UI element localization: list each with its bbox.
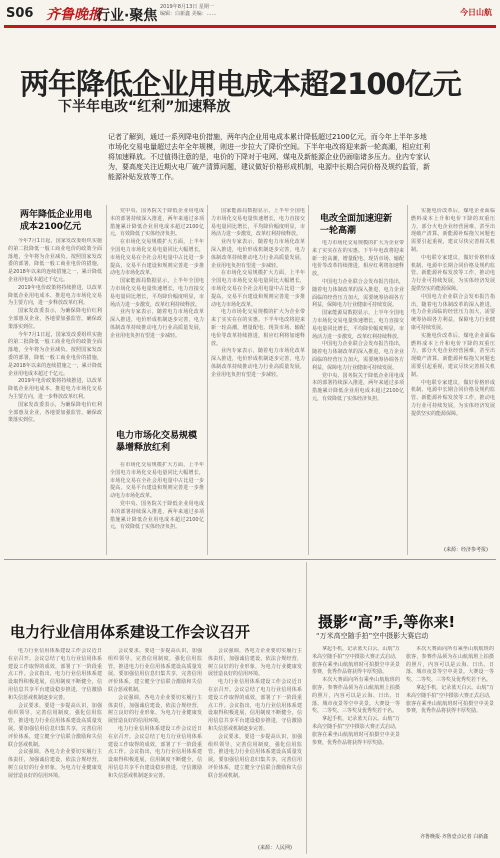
column-divider <box>308 205 309 555</box>
col3-paragraph: 国家能源局数据显示，上半年全国电力市场化交易电量快速增长，电力直接交易电量同比增长，平均降价幅度明显，市场活力进一步激发，改革红利持续释放。 <box>211 208 305 238</box>
col1-paragraph: 2019年电价政策将持续推进，以改革降低企业用电成本、推进电力市场化交易为主要方向，进一步释放改革红利。 <box>8 284 102 307</box>
column-divider <box>306 562 307 854</box>
main-credit: (来源：经济参考报) <box>444 547 488 553</box>
col4-heading: 电改全面加速迎新一轮高潮 <box>320 214 393 236</box>
col2-paragraph: 在市场化交易规模扩大方面，上半年全国电力市场化交易电量同比大幅增长，市场化交易在全社会用电量中占比进一步提高，交易平台建设和规则完善进一步推动电力市场化改革。 <box>110 462 204 500</box>
col5-paragraph: 实施电价改革后，煤电企业面临燃料成本上升和电价下降的双重压力，部分火电企业经营困难，甚至出现破产清算。新能源补贴拖欠问题也需要引起重视，建议尽快完善相关机制。 <box>411 332 495 378</box>
page-header <box>0 0 500 34</box>
column-divider <box>207 205 208 555</box>
article2-paragraph: 电力行业信用体系建设工作会议近日在京召开。会议总结了电力行业信用体系建设工作取得的成效，部署了下一阶段重点工作。会议指出，电力行业信用体系建设取得积极进展，信用制度不断健全，信用信息共享平台建设稳步推进，守信激励和失信惩戒机制逐步完善。 <box>208 679 302 732</box>
col3-body <box>211 208 305 556</box>
header-rule <box>4 25 496 28</box>
section-title: 行业·聚焦 <box>96 8 158 24</box>
page-number: S06 <box>6 6 34 21</box>
col1-heading: 两年降低企业用电成本2100亿元 <box>20 210 93 232</box>
article2-paragraph: 电力行业信用体系建设工作会议近日在京召开。会议总结了电力行业信用体系建设工作取得的成效，部署了下一阶段重点工作。会议指出，电力行业信用体系建设取得积极进展，信用制度不断健全，信用信息共享平台建设稳步推进，守信激励和失信惩戒机制逐步完善。 <box>108 725 202 779</box>
col1-paragraph: 今年7月1日起，国家发改委组织实施的第二批降低一般工商业电价的政策全面落地，全年将为企业减负。按照国家发改委的部署，降低一般工商业电价的措施，是2018年以来的连续措施之一，累计降低企业用电成本超过千亿元。 <box>8 238 102 283</box>
section-divider <box>4 559 496 560</box>
main-lead: 记者了解到，通过一系列降电价措施，两年内企业用电成本累计降低超过2100亿元，而今年上半年多地市场化交易电量超过去年全年规模，则进一步拉大了降价空间。下半年电改将迎来新一轮高潮，相应红利将加速释放。不过值得注意的是，电价的下降对于电网、煤电及新能源企业仍面临诸多压力。业内专家认为，要高度关注近期火电厂破产清算问题，建议做好价格形成机制，电源中长期合同价格及规约监管，新能源补贴发放等工作。 <box>108 133 430 181</box>
col4-paragraph: 党中央、国务院关于降低企业用电成本的部署持续深入推进，两年来通过多项措施累计降低企业用电成本超过2100亿元，有效降低了实体经济负担。 <box>312 372 404 402</box>
col2-paragraph: 国家能源局数据显示，上半年全国电力市场化交易电量快速增长，电力直接交易电量同比增长，平均降价幅度明显，市场活力进一步激发，改革红利持续释放。 <box>110 278 204 308</box>
article2-paragraph: 电力行业信用体系建设工作会议近日在京召开。会议总结了电力行业信用体系建设工作取得的成效，部署了下一阶段重点工作。会议指出，电力行业信用体系建设取得积极进展，信用制度不断健全，信用信息共享平台建设稳步推进，守信激励和失信惩戒机制逐步完善。 <box>8 648 102 701</box>
col3-paragraph: 业内专家表示，随着电力市场化改革深入推进，电价形成机制逐步完善，电力体制改革持续推动电力行业高质量发展，企业用电负担有望进一步减轻。 <box>211 348 305 378</box>
article3-headline: 摄影“高”手,等你来! <box>318 613 456 631</box>
edition-date: 2019年8月13日 星期一 <box>160 4 214 10</box>
edition-meta <box>160 4 310 18</box>
main-subhead: 下半年电改“红利”加速释放 <box>58 99 231 115</box>
article3-paragraph: 本次大赛面向所有乘坐山航航班的旅客，参赛作品须为在山航航班上拍摄的照片，内容可以是云海、日出、日落、城市夜景等空中美景。大赛设一等奖、二等奖、三等奖及优秀奖若干名。 <box>312 677 400 715</box>
article2-headline: 电力行业信用体系建设工作会议召开 <box>10 623 251 641</box>
article3-col2 <box>406 646 494 832</box>
col5-paragraph: 中国电力企业联合会发布报告指出，随着电力体制改革的深入推进，电力企业面临的经营压力加大，需要统筹协调各方利益，保障电力行业健康可持续发展。 <box>411 293 495 331</box>
col5-paragraph: 实施电价改革后，煤电企业面临燃料成本上升和电价下降的双重压力，部分火电企业经营困难，甚至出现破产清算。新能源补贴拖欠问题也需要引起重视，建议尽快完善相关机制。 <box>411 208 495 253</box>
col2-body-lower <box>110 462 204 556</box>
article2-credit: (来源：人民网) <box>258 845 292 851</box>
article2-paragraph: 会议强调，各电力企业要切实履行主体责任，加强诚信建设，依法合规经营，树立良好的行业形象，为电力行业健康发展营造良好的信用环境。 <box>108 694 202 725</box>
col2-heading: 电力市场化交易规模暴增释放红利 <box>116 431 198 453</box>
article3-credit: 齐鲁晚报·齐鲁壹点记者 白新鑫 <box>420 834 489 840</box>
article3-paragraph: 拿起手机，记录蓝天白云。山航“万米高空随手拍”空中摄影大赛正式启动，旅客在乘坐山航航班时可拍摄空中美景参赛，优秀作品将获得丰厚奖励。 <box>312 716 400 746</box>
article3-subhead: “万米高空随手拍”空中摄影大赛启动 <box>316 632 429 640</box>
col4-paragraph: 中国电力企业联合会发布报告指出，随着电力体制改革的深入推进，电力企业面临的经营压力加大，需要统筹协调各方利益，保障电力行业健康可持续发展。 <box>312 278 404 309</box>
col4-body <box>312 240 404 556</box>
article2-paragraph: 会议要求，要进一步提高认识，加强组织领导，完善信用制度，强化信用监管，推进电力行业信用体系建设高质量发展。要加强信用信息归集共享，完善信用评价体系，建立健全守信联合激励和失信联合惩戒机制。 <box>8 702 102 748</box>
article2-col3 <box>208 648 302 844</box>
article2-col1 <box>8 648 102 852</box>
article3-paragraph: 本次大赛面向所有乘坐山航航班的旅客，参赛作品须为在山航航班上拍摄的照片，内容可以是云海、日出、日落、城市夜景等空中美景。大赛设一等奖、二等奖、三等奖及优秀奖若干名。 <box>406 646 494 684</box>
col4-paragraph: 国家能源局数据显示，上半年全国电力市场化交易电量快速增长，电力直接交易电量同比增长，平均降价幅度明显，市场活力进一步激发，改革红利持续释放。 <box>312 310 404 340</box>
article2-col2 <box>108 648 202 852</box>
col4-paragraph: 电力市场化交易规模的扩大为企业带来了实实在在的实惠。下半年电改将迎来新一轮高潮，增量配电、现货市场、输配电价等改革持续推进，相应红利将加速释放。 <box>312 240 404 278</box>
col2-paragraph: 党中央、国务院关于降低企业用电成本的部署持续深入推进，两年来通过多项措施累计降低企业用电成本超过2100亿元，有效降低了实体经济负担。 <box>110 500 204 531</box>
col4-paragraph: 中国电力企业联合会发布报告指出，随着电力体制改革的深入推进，电力企业面临的经营压力加大，需要统筹协调各方利益，保障电力行业健康可持续发展。 <box>312 341 404 371</box>
col5-body <box>411 208 495 544</box>
col3-paragraph: 业内专家表示，随着电力市场化改革深入推进，电价形成机制逐步完善，电力体制改革持续推动电力行业高质量发展，企业用电负担有望进一步减轻。 <box>211 239 305 269</box>
masthead-logo: 齐鲁晚报 <box>46 7 102 23</box>
article2-paragraph: 会议要求，要进一步提高认识，加强组织领导，完善信用制度，强化信用监管，推进电力行业信用体系建设高质量发展。要加强信用信息归集共享，完善信用评价体系，建立健全守信联合激励和失信联合惩戒机制。 <box>108 648 202 693</box>
header-tag: 今日山航 <box>460 8 492 17</box>
col3-paragraph: 电力市场化交易规模的扩大为企业带来了实实在在的实惠。下半年电改将迎来新一轮高潮，增量配电、现货市场、输配电价等改革持续推进，相应红利将加速释放。 <box>211 309 305 347</box>
col2-body <box>110 208 204 428</box>
col1-body <box>8 238 102 556</box>
col1-paragraph: 今年7月1日起，国家发改委组织实施的第二批降低一般工商业电价的政策全面落地，全年将为企业减负。按照国家发改委的部署，降低一般工商业电价的措施，是2018年以来的连续措施之一，累计降低企业用电成本超过千亿元。 <box>8 331 102 377</box>
col1-paragraph: 2019年电价政策将持续推进，以改革降低企业用电成本、推进电力市场化交易为主要方向，进一步释放改革红利。 <box>8 378 102 400</box>
col5-paragraph: 中电联专家建议，做好价格形成机制、电源中长期合同价格及规约监管、新能源补贴发放等工作，推动电力行业可持续发展，为实体经济发展提供坚实的能源保障。 <box>411 254 495 292</box>
col1-paragraph: 国家发改委表示，为确保降电价红利全部惠及企业，各地要加强监管，确保政策落实到位。 <box>8 401 102 424</box>
article3-paragraph: 拿起手机，记录蓝天白云。山航“万米高空随手拍”空中摄影大赛正式启动，旅客在乘坐山航航班时可拍摄空中美景参赛，优秀作品将获得丰厚奖励。 <box>312 646 400 676</box>
col2-paragraph: 党中央、国务院关于降低企业用电成本的部署持续深入推进，两年来通过多项措施累计降低企业用电成本超过2100亿元，有效降低了实体经济负担。 <box>110 208 204 238</box>
col2-paragraph: 在市场化交易规模扩大方面，上半年全国电力市场化交易电量同比大幅增长，市场化交易在全社会用电量中占比进一步提高，交易平台建设和规则完善进一步推动电力市场化改革。 <box>110 239 204 277</box>
column-divider <box>407 205 408 555</box>
article2-paragraph: 会议强调，各电力企业要切实履行主体责任，加强诚信建设，依法合规经营，树立良好的行业形象，为电力行业健康发展营造良好的信用环境。 <box>8 749 102 779</box>
col5-paragraph: 中电联专家建议，做好价格形成机制、电源中长期合同价格及规约监管、新能源补贴发放等工作，推动电力行业可持续发展，为实体经济发展提供坚实的能源保障。 <box>411 379 495 417</box>
article3-paragraph: 拿起手机，记录蓝天白云。山航“万米高空随手拍”空中摄影大赛正式启动，旅客在乘坐山航航班时可拍摄空中美景参赛，优秀作品将获得丰厚奖励。 <box>406 684 494 715</box>
column-divider <box>106 205 107 555</box>
col2-paragraph: 业内专家表示，随着电力市场化改革深入推进，电价形成机制逐步完善，电力体制改革持续推动电力行业高质量发展，企业用电负担有望进一步减轻。 <box>110 309 204 339</box>
article3-col1 <box>312 646 400 852</box>
main-headline: 两年降低企业用电成本超2100亿元 <box>20 67 461 101</box>
edition-editors: 编辑：白新鑫 美编：…… <box>160 11 217 17</box>
article2-paragraph: 会议强调，各电力企业要切实履行主体责任，加强诚信建设，依法合规经营，树立良好的行业形象，为电力行业健康发展营造良好的信用环境。 <box>208 648 302 678</box>
col3-paragraph: 在市场化交易规模扩大方面，上半年全国电力市场化交易电量同比大幅增长，市场化交易在全社会用电量中占比进一步提高，交易平台建设和规则完善进一步推动电力市场化改革。 <box>211 270 305 308</box>
article2-paragraph: 会议要求，要进一步提高认识，加强组织领导，完善信用制度，强化信用监管，推进电力行业信用体系建设高质量发展。要加强信用信息归集共享，完善信用评价体系，建立健全守信联合激励和失信联合惩戒机制。 <box>208 733 302 779</box>
col1-paragraph: 国家发改委表示，为确保降电价红利全部惠及企业，各地要加强监管，确保政策落实到位。 <box>8 308 102 330</box>
